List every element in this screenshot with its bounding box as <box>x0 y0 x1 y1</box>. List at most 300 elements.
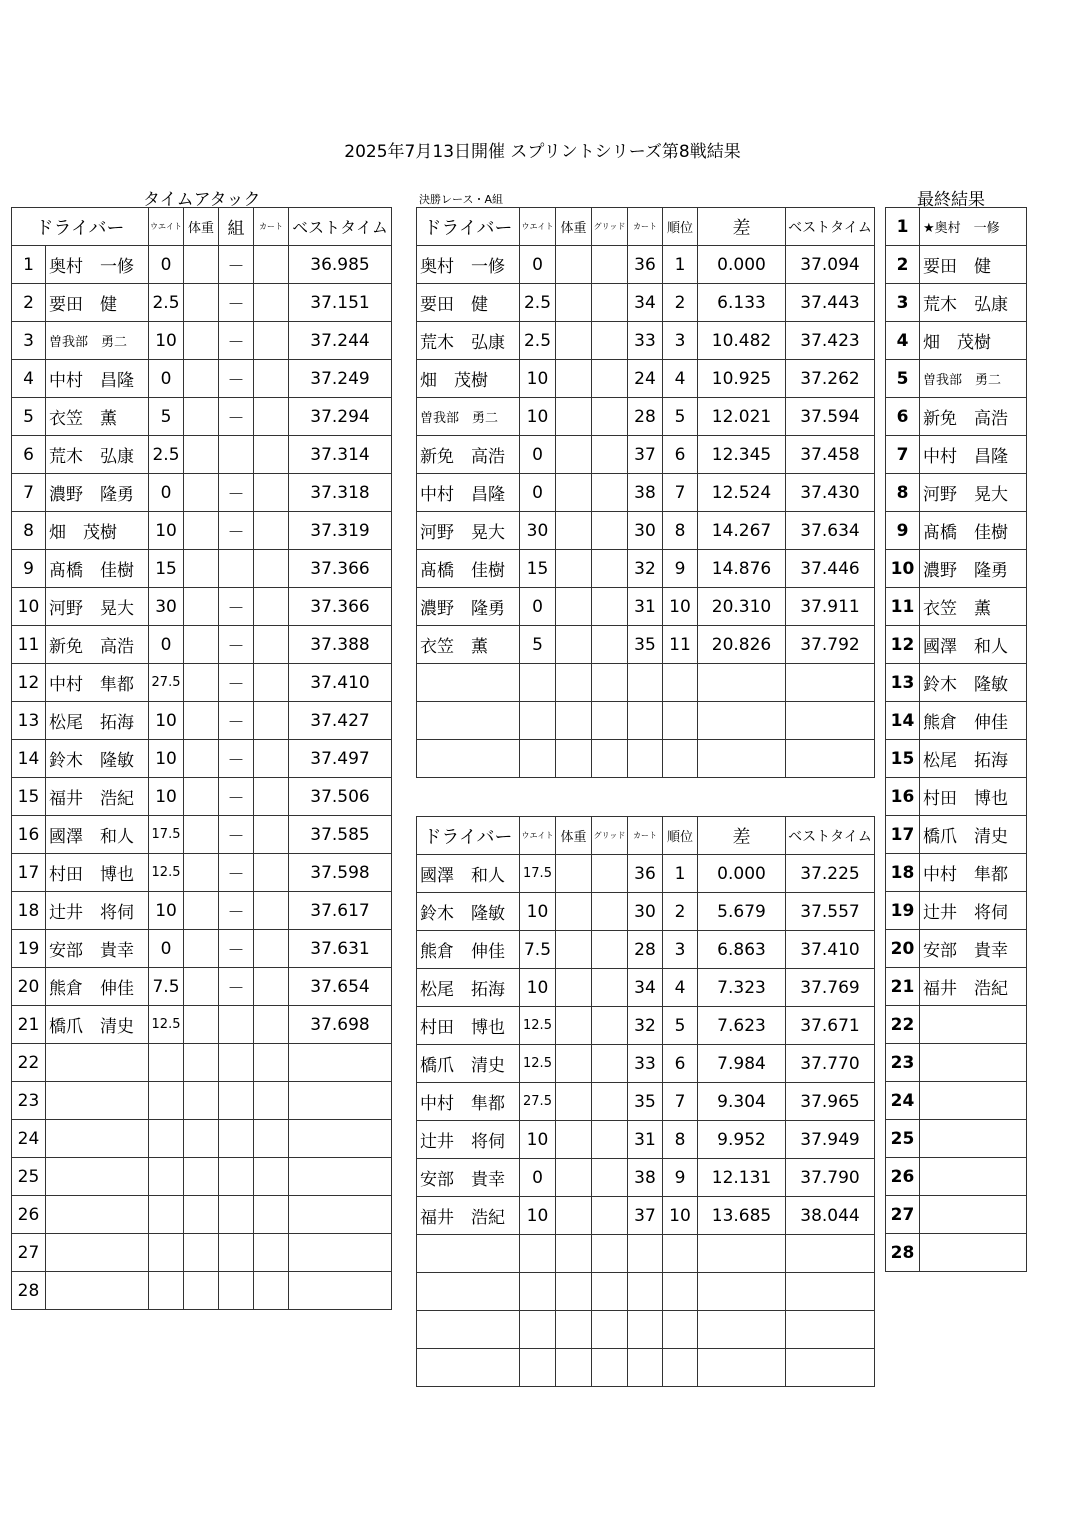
position-cell: 7 <box>886 436 920 474</box>
driver-name-cell: 濃野 隆勇 <box>417 588 520 626</box>
table-header-row <box>417 208 875 246</box>
body-weight-cell <box>556 969 592 1007</box>
kart-cell <box>254 1044 289 1082</box>
body-weight-cell <box>184 588 219 626</box>
grid-cell <box>592 855 628 893</box>
grid-cell <box>592 550 628 588</box>
diff-cell <box>698 740 786 778</box>
header-group: 組 <box>219 208 254 246</box>
body-weight-cell <box>184 778 219 816</box>
weight-cell <box>149 1196 184 1234</box>
body-weight-cell <box>556 1349 592 1387</box>
best-time-cell <box>786 1349 875 1387</box>
driver-name-cell <box>46 1044 149 1082</box>
table-row <box>417 664 875 702</box>
table-row <box>417 474 875 512</box>
table-row <box>417 1045 875 1083</box>
body-weight-cell <box>184 702 219 740</box>
table-row <box>12 778 392 816</box>
position-cell: 7 <box>12 474 46 512</box>
table-row <box>886 1234 1027 1272</box>
table-row <box>417 360 875 398</box>
table-row <box>12 1006 392 1044</box>
driver-name-cell: 福井 浩紀 <box>920 968 1027 1006</box>
best-time-cell: 37.497 <box>289 740 392 778</box>
group-cell <box>219 1234 254 1272</box>
header-best-time: ベストタイム <box>786 208 875 246</box>
table-row <box>417 855 875 893</box>
weight-cell: 0 <box>149 474 184 512</box>
table-row <box>12 740 392 778</box>
position-cell: 22 <box>12 1044 46 1082</box>
best-time-cell: 37.631 <box>289 930 392 968</box>
driver-name-cell: 中村 隼都 <box>417 1083 520 1121</box>
driver-name-cell: 要田 健 <box>417 284 520 322</box>
position-cell: 18 <box>886 854 920 892</box>
grid-cell <box>592 474 628 512</box>
kart-cell: 35 <box>628 1083 663 1121</box>
kart-cell <box>254 284 289 322</box>
final-results-table <box>885 207 1027 1272</box>
position-cell: 16 <box>12 816 46 854</box>
kart-cell <box>254 968 289 1006</box>
kart-cell: 32 <box>628 550 663 588</box>
grid-cell <box>592 1045 628 1083</box>
grid-cell <box>592 702 628 740</box>
best-time-cell: 37.446 <box>786 550 875 588</box>
body-weight-cell <box>184 1082 219 1120</box>
best-time-cell: 37.430 <box>786 474 875 512</box>
body-weight-cell <box>184 1044 219 1082</box>
diff-cell: 9.304 <box>698 1083 786 1121</box>
best-time-cell: 36.985 <box>289 246 392 284</box>
driver-name-cell: 畑 茂樹 <box>46 512 149 550</box>
position-cell: 1 <box>12 246 46 284</box>
driver-name-cell: 安部 貴幸 <box>46 930 149 968</box>
body-weight-cell <box>556 360 592 398</box>
table-row <box>886 854 1027 892</box>
weight-cell <box>149 1234 184 1272</box>
best-time-cell: 37.366 <box>289 588 392 626</box>
table-row <box>12 1272 392 1310</box>
diff-cell: 14.876 <box>698 550 786 588</box>
header-driver: ドライバー <box>12 208 149 246</box>
driver-name-cell <box>920 1044 1027 1082</box>
header-rank: 順位 <box>663 817 698 855</box>
rank-cell: 9 <box>663 550 698 588</box>
body-weight-cell <box>556 931 592 969</box>
final-b-table <box>416 816 875 1387</box>
table-row <box>417 322 875 360</box>
diff-cell: 0.000 <box>698 246 786 284</box>
diff-cell: 10.925 <box>698 360 786 398</box>
weight-cell: 15 <box>520 550 556 588</box>
driver-name-cell: 國澤 和人 <box>46 816 149 854</box>
weight-cell: 15 <box>149 550 184 588</box>
driver-name-cell <box>417 1311 520 1349</box>
grid-cell <box>592 1197 628 1235</box>
kart-cell: 28 <box>628 398 663 436</box>
weight-cell: 10 <box>520 1121 556 1159</box>
table-header-row <box>417 817 875 855</box>
weight-cell: 2.5 <box>149 284 184 322</box>
grid-cell <box>592 1159 628 1197</box>
driver-name-cell: 國澤 和人 <box>417 855 520 893</box>
diff-cell: 7.984 <box>698 1045 786 1083</box>
best-time-cell: 37.262 <box>786 360 875 398</box>
body-weight-cell <box>184 1158 219 1196</box>
body-weight-cell <box>556 1083 592 1121</box>
rank-cell: 1 <box>663 855 698 893</box>
kart-cell: 37 <box>628 436 663 474</box>
diff-cell: 6.863 <box>698 931 786 969</box>
best-time-cell: 37.654 <box>289 968 392 1006</box>
position-cell: 19 <box>886 892 920 930</box>
table-row <box>12 968 392 1006</box>
weight-cell: 0 <box>520 436 556 474</box>
position-cell: 13 <box>12 702 46 740</box>
kart-cell <box>254 474 289 512</box>
driver-name-cell: 荒木 弘康 <box>417 322 520 360</box>
driver-name-cell <box>417 664 520 702</box>
best-time-cell: 37.506 <box>289 778 392 816</box>
kart-cell <box>628 1349 663 1387</box>
rank-cell: 11 <box>663 626 698 664</box>
weight-cell <box>520 1235 556 1273</box>
rank-cell: 3 <box>663 322 698 360</box>
position-cell: 5 <box>12 398 46 436</box>
kart-cell <box>254 626 289 664</box>
table-row <box>886 1158 1027 1196</box>
body-weight-cell <box>556 1235 592 1273</box>
table-row <box>12 474 392 512</box>
diff-cell: 12.131 <box>698 1159 786 1197</box>
body-weight-cell <box>556 893 592 931</box>
header-body-weight: 体重 <box>556 817 592 855</box>
grid-cell <box>592 740 628 778</box>
weight-cell: 0 <box>520 1159 556 1197</box>
table-row <box>417 436 875 474</box>
grid-cell <box>592 664 628 702</box>
rank-cell <box>663 1273 698 1311</box>
time-attack-heading: タイムアタック <box>143 190 261 210</box>
best-time-cell: 37.410 <box>786 931 875 969</box>
kart-cell: 32 <box>628 1007 663 1045</box>
table-row <box>886 1044 1027 1082</box>
body-weight-cell <box>556 1311 592 1349</box>
weight-cell <box>149 1120 184 1158</box>
header-diff: 差 <box>698 208 786 246</box>
position-cell: 10 <box>12 588 46 626</box>
driver-name-cell: 橋爪 清史 <box>417 1045 520 1083</box>
kart-cell: 31 <box>628 1121 663 1159</box>
driver-name-cell <box>920 1158 1027 1196</box>
table-row <box>12 1044 392 1082</box>
group-cell: － <box>219 930 254 968</box>
rank-cell: 4 <box>663 360 698 398</box>
table-row <box>417 1311 875 1349</box>
body-weight-cell <box>184 474 219 512</box>
best-time-cell: 37.294 <box>289 398 392 436</box>
weight-cell: 10 <box>520 893 556 931</box>
position-cell: 5 <box>886 360 920 398</box>
rank-cell: 8 <box>663 512 698 550</box>
best-time-cell: 37.671 <box>786 1007 875 1045</box>
body-weight-cell <box>184 968 219 1006</box>
group-cell: － <box>219 322 254 360</box>
table-row <box>417 702 875 740</box>
best-time-cell: 37.617 <box>289 892 392 930</box>
table-row <box>12 892 392 930</box>
header-body-weight: 体重 <box>184 208 219 246</box>
group-cell: － <box>219 284 254 322</box>
driver-name-cell <box>417 1273 520 1311</box>
driver-name-cell <box>417 702 520 740</box>
best-time-cell <box>289 1234 392 1272</box>
table-row <box>886 968 1027 1006</box>
best-time-cell: 37.249 <box>289 360 392 398</box>
driver-name-cell: 安部 貴幸 <box>920 930 1027 968</box>
grid-cell <box>592 1007 628 1045</box>
driver-name-cell: 福井 浩紀 <box>46 778 149 816</box>
position-cell: 19 <box>12 930 46 968</box>
kart-cell <box>254 664 289 702</box>
header-grid: グリッド <box>592 817 628 855</box>
driver-name-cell: 辻井 将伺 <box>46 892 149 930</box>
table-row <box>417 1083 875 1121</box>
best-time-cell <box>786 664 875 702</box>
best-time-cell: 37.314 <box>289 436 392 474</box>
weight-cell: 30 <box>520 512 556 550</box>
kart-cell: 34 <box>628 969 663 1007</box>
table-row <box>12 398 392 436</box>
weight-cell: 5 <box>520 626 556 664</box>
table-row <box>12 1234 392 1272</box>
driver-name-cell <box>920 1196 1027 1234</box>
kart-cell <box>254 1082 289 1120</box>
table-row <box>886 512 1027 550</box>
group-cell: － <box>219 360 254 398</box>
best-time-cell: 37.388 <box>289 626 392 664</box>
group-cell: － <box>219 398 254 436</box>
best-time-cell: 37.792 <box>786 626 875 664</box>
driver-name-cell: 中村 隼都 <box>46 664 149 702</box>
kart-cell <box>628 1235 663 1273</box>
group-cell <box>219 1082 254 1120</box>
diff-cell <box>698 702 786 740</box>
driver-name-cell: 曽我部 勇二 <box>46 322 149 360</box>
weight-cell: 7.5 <box>149 968 184 1006</box>
best-time-cell: 37.423 <box>786 322 875 360</box>
body-weight-cell <box>556 550 592 588</box>
group-cell: － <box>219 512 254 550</box>
driver-name-cell: 松尾 拓海 <box>46 702 149 740</box>
diff-cell: 20.310 <box>698 588 786 626</box>
rank-cell: 2 <box>663 893 698 931</box>
position-cell: 15 <box>886 740 920 778</box>
position-cell: 21 <box>886 968 920 1006</box>
body-weight-cell <box>184 816 219 854</box>
final-results-heading: 最終結果 <box>917 190 985 210</box>
driver-name-cell <box>920 1234 1027 1272</box>
best-time-cell <box>786 702 875 740</box>
weight-cell <box>520 1349 556 1387</box>
driver-name-cell: 辻井 将伺 <box>920 892 1027 930</box>
driver-name-cell: 新免 高浩 <box>46 626 149 664</box>
best-time-cell: 37.598 <box>289 854 392 892</box>
weight-cell: 12.5 <box>520 1045 556 1083</box>
kart-cell: 31 <box>628 588 663 626</box>
best-time-cell <box>289 1120 392 1158</box>
best-time-cell <box>289 1044 392 1082</box>
body-weight-cell <box>184 626 219 664</box>
driver-name-cell <box>46 1234 149 1272</box>
kart-cell <box>254 930 289 968</box>
body-weight-cell <box>556 284 592 322</box>
table-row <box>417 626 875 664</box>
position-cell: 24 <box>886 1082 920 1120</box>
diff-cell: 14.267 <box>698 512 786 550</box>
table-row <box>12 436 392 474</box>
group-cell <box>219 1044 254 1082</box>
diff-cell <box>698 664 786 702</box>
grid-cell <box>592 322 628 360</box>
body-weight-cell <box>184 512 219 550</box>
kart-cell: 35 <box>628 626 663 664</box>
position-cell: 11 <box>886 588 920 626</box>
position-cell: 18 <box>12 892 46 930</box>
group-cell <box>219 1006 254 1044</box>
driver-name-cell: 河野 晃大 <box>920 474 1027 512</box>
table-row <box>886 778 1027 816</box>
driver-name-cell <box>46 1158 149 1196</box>
group-cell: － <box>219 892 254 930</box>
header-kart: カート <box>628 208 663 246</box>
body-weight-cell <box>556 322 592 360</box>
body-weight-cell <box>556 588 592 626</box>
group-cell: － <box>219 626 254 664</box>
body-weight-cell <box>184 1006 219 1044</box>
table-row <box>12 664 392 702</box>
group-cell <box>219 436 254 474</box>
best-time-cell: 37.094 <box>786 246 875 284</box>
position-cell: 9 <box>886 512 920 550</box>
best-time-cell: 37.594 <box>786 398 875 436</box>
best-time-cell <box>289 1082 392 1120</box>
body-weight-cell <box>556 246 592 284</box>
diff-cell: 12.345 <box>698 436 786 474</box>
table-row <box>417 1235 875 1273</box>
driver-name-cell: 熊倉 伸佳 <box>417 931 520 969</box>
group-cell: － <box>219 816 254 854</box>
grid-cell <box>592 1121 628 1159</box>
table-row <box>12 816 392 854</box>
driver-name-cell: 奥村 一修 <box>417 246 520 284</box>
kart-cell: 38 <box>628 1159 663 1197</box>
position-cell: 16 <box>886 778 920 816</box>
body-weight-cell <box>184 322 219 360</box>
kart-cell <box>254 702 289 740</box>
best-time-cell: 37.770 <box>786 1045 875 1083</box>
grid-cell <box>592 360 628 398</box>
driver-name-cell: 衣笠 薫 <box>417 626 520 664</box>
table-row <box>417 893 875 931</box>
weight-cell: 10 <box>520 1197 556 1235</box>
position-cell: 15 <box>12 778 46 816</box>
body-weight-cell <box>556 702 592 740</box>
table-row <box>417 588 875 626</box>
table-row <box>12 284 392 322</box>
position-cell: 2 <box>886 246 920 284</box>
body-weight-cell <box>556 1007 592 1045</box>
position-cell: 10 <box>886 550 920 588</box>
weight-cell: 27.5 <box>149 664 184 702</box>
rank-cell: 6 <box>663 1045 698 1083</box>
kart-cell <box>254 436 289 474</box>
diff-cell: 6.133 <box>698 284 786 322</box>
weight-cell: 17.5 <box>149 816 184 854</box>
body-weight-cell <box>556 1045 592 1083</box>
kart-cell <box>254 550 289 588</box>
driver-name-cell: 國澤 和人 <box>920 626 1027 664</box>
position-cell: 12 <box>12 664 46 702</box>
weight-cell: 0 <box>149 360 184 398</box>
table-row <box>12 246 392 284</box>
position-cell: 20 <box>12 968 46 1006</box>
final-a-table <box>416 207 875 778</box>
kart-cell <box>254 1006 289 1044</box>
rank-cell: 8 <box>663 1121 698 1159</box>
position-cell: 6 <box>886 398 920 436</box>
kart-cell <box>254 1196 289 1234</box>
weight-cell: 2.5 <box>520 322 556 360</box>
table-row <box>886 398 1027 436</box>
kart-cell <box>254 1234 289 1272</box>
kart-cell <box>254 854 289 892</box>
weight-cell: 10 <box>149 892 184 930</box>
body-weight-cell <box>184 930 219 968</box>
group-cell: － <box>219 854 254 892</box>
grid-cell <box>592 1273 628 1311</box>
position-cell: 6 <box>12 436 46 474</box>
table-row <box>417 398 875 436</box>
group-cell: － <box>219 702 254 740</box>
rank-cell: 2 <box>663 284 698 322</box>
best-time-cell <box>289 1272 392 1310</box>
grid-cell <box>592 1083 628 1121</box>
driver-name-cell <box>46 1120 149 1158</box>
table-row <box>886 284 1027 322</box>
table-row <box>886 816 1027 854</box>
table-row <box>886 1006 1027 1044</box>
diff-cell: 0.000 <box>698 855 786 893</box>
body-weight-cell <box>184 284 219 322</box>
table-row <box>12 930 392 968</box>
position-cell: 20 <box>886 930 920 968</box>
diff-cell <box>698 1349 786 1387</box>
best-time-cell: 37.225 <box>786 855 875 893</box>
table-row <box>886 1082 1027 1120</box>
driver-name-cell: 要田 健 <box>920 246 1027 284</box>
table-row <box>886 930 1027 968</box>
weight-cell <box>149 1158 184 1196</box>
kart-cell: 30 <box>628 893 663 931</box>
best-time-cell <box>786 1311 875 1349</box>
position-cell: 25 <box>886 1120 920 1158</box>
weight-cell: 12.5 <box>520 1007 556 1045</box>
body-weight-cell <box>184 360 219 398</box>
driver-name-cell: 中村 昌隆 <box>417 474 520 512</box>
